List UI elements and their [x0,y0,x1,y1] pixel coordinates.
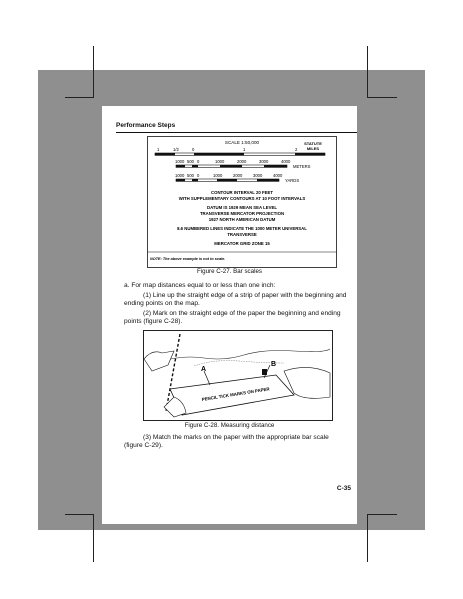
contour-line-2: WITH SUPPLEMENTARY CONTOURS AT 10 FOOT INTERVALS [178,196,306,201]
yard-tick-label: 1000 [213,173,223,178]
figure-c27-caption: Figure C-27. Bar scales [197,268,262,275]
crop-mark [367,46,368,98]
datum-line-3: 1927 NORTH AMERICAN DATUM [208,217,276,222]
pencil-text: PENCIL TICK MARKS ON PAPER [201,386,270,402]
yard-tick-label: 1000 [175,173,185,178]
yard-bar-segment [217,179,237,181]
yard-bar-segment [192,179,198,181]
meter-bar-segment [176,165,185,167]
mile-tick-label: 1 [243,147,246,152]
yard-tick-label: 2000 [233,173,243,178]
page-header: Performance Steps [116,122,176,129]
mile-bar-segment [295,153,325,155]
yard-tick-label: 4000 [273,173,283,178]
meter-tick-label: 2000 [237,159,247,164]
yard-tick-label: 500 [187,173,194,178]
mile-tick-label: 1/2 [173,147,179,152]
meter-tick-label: 1000 [175,159,185,164]
yards-label: YARDS [285,178,300,183]
mile-bar-segment [194,153,244,155]
grid-line-3: MERCATOR GRID ZONE 15 [214,241,270,246]
meter-bar-segment [220,165,242,167]
meters-label: METERS [293,164,311,169]
yard-tick-label: 3000 [253,173,263,178]
crop-mark [367,97,397,98]
step-3: (3) Match the marks on the paper with the appropriate bar scale (figure C-29). [124,434,329,450]
grid-line-1: 8.6 NUMBERED LINES INDICATE THE 1000 METER UNIVERSAL [177,226,307,231]
statute-miles-label: STATUTE [304,141,322,146]
crop-mark [93,46,94,98]
crop-mark [367,514,397,515]
mile-bar-segment [155,153,175,155]
datum-line-2: TRANSVERSE MERCATOR PROJECTION [199,211,285,216]
meter-bar-segment [192,165,198,167]
crop-mark [93,514,94,562]
bar-scale-figure [147,136,337,268]
header-rule [116,132,357,133]
measuring-distance-figure [143,330,333,421]
mile-tick-label: 1 [157,147,160,152]
meter-tick-label: 3000 [259,159,269,164]
yard-bar-segment [257,179,279,181]
point-b-label: B [271,361,277,368]
mile-tick-label: 0 [192,147,195,152]
meter-bar-segment [264,165,287,167]
grid-line-2: TRANSVERSE [227,232,257,237]
meter-tick-label: 500 [187,159,194,164]
meter-tick-label: 4000 [281,159,291,164]
contour-line-1: CONTOUR INTERVAL 20 FEET [211,190,273,195]
scale-label: SCALE 1:50,000 [224,140,260,145]
figure-c28-caption: Figure C-28. Measuring distance [184,422,275,429]
step-a: a. For map distances equal to or less than one inch: [124,282,276,289]
crop-mark [367,514,368,562]
yard-tick-label: 0 [197,173,200,178]
step-2: (2) Mark on the straight edge of the paper the beginning and ending points (figure C-28). [124,310,341,326]
page-number: C-35 [336,485,351,492]
datum-line-1: DATUM IS 1929 MEAN SEA LEVEL [207,205,277,210]
meter-tick-label: 0 [197,159,200,164]
mile-tick-label: 2 [295,147,298,152]
crop-mark [65,514,94,515]
crop-mark [65,97,94,98]
point-a-label: A [201,366,207,373]
statute-miles-label-2: MILES [306,146,320,151]
step-1: (1) Line up the straight edge of a strip of paper with the beginning and ending points on the map. [124,292,347,308]
meter-tick-label: 1000 [215,159,225,164]
document-page [102,106,357,524]
yard-bar-segment [176,179,185,181]
scale-note: NOTE: The above example is not to scale. [150,257,226,261]
